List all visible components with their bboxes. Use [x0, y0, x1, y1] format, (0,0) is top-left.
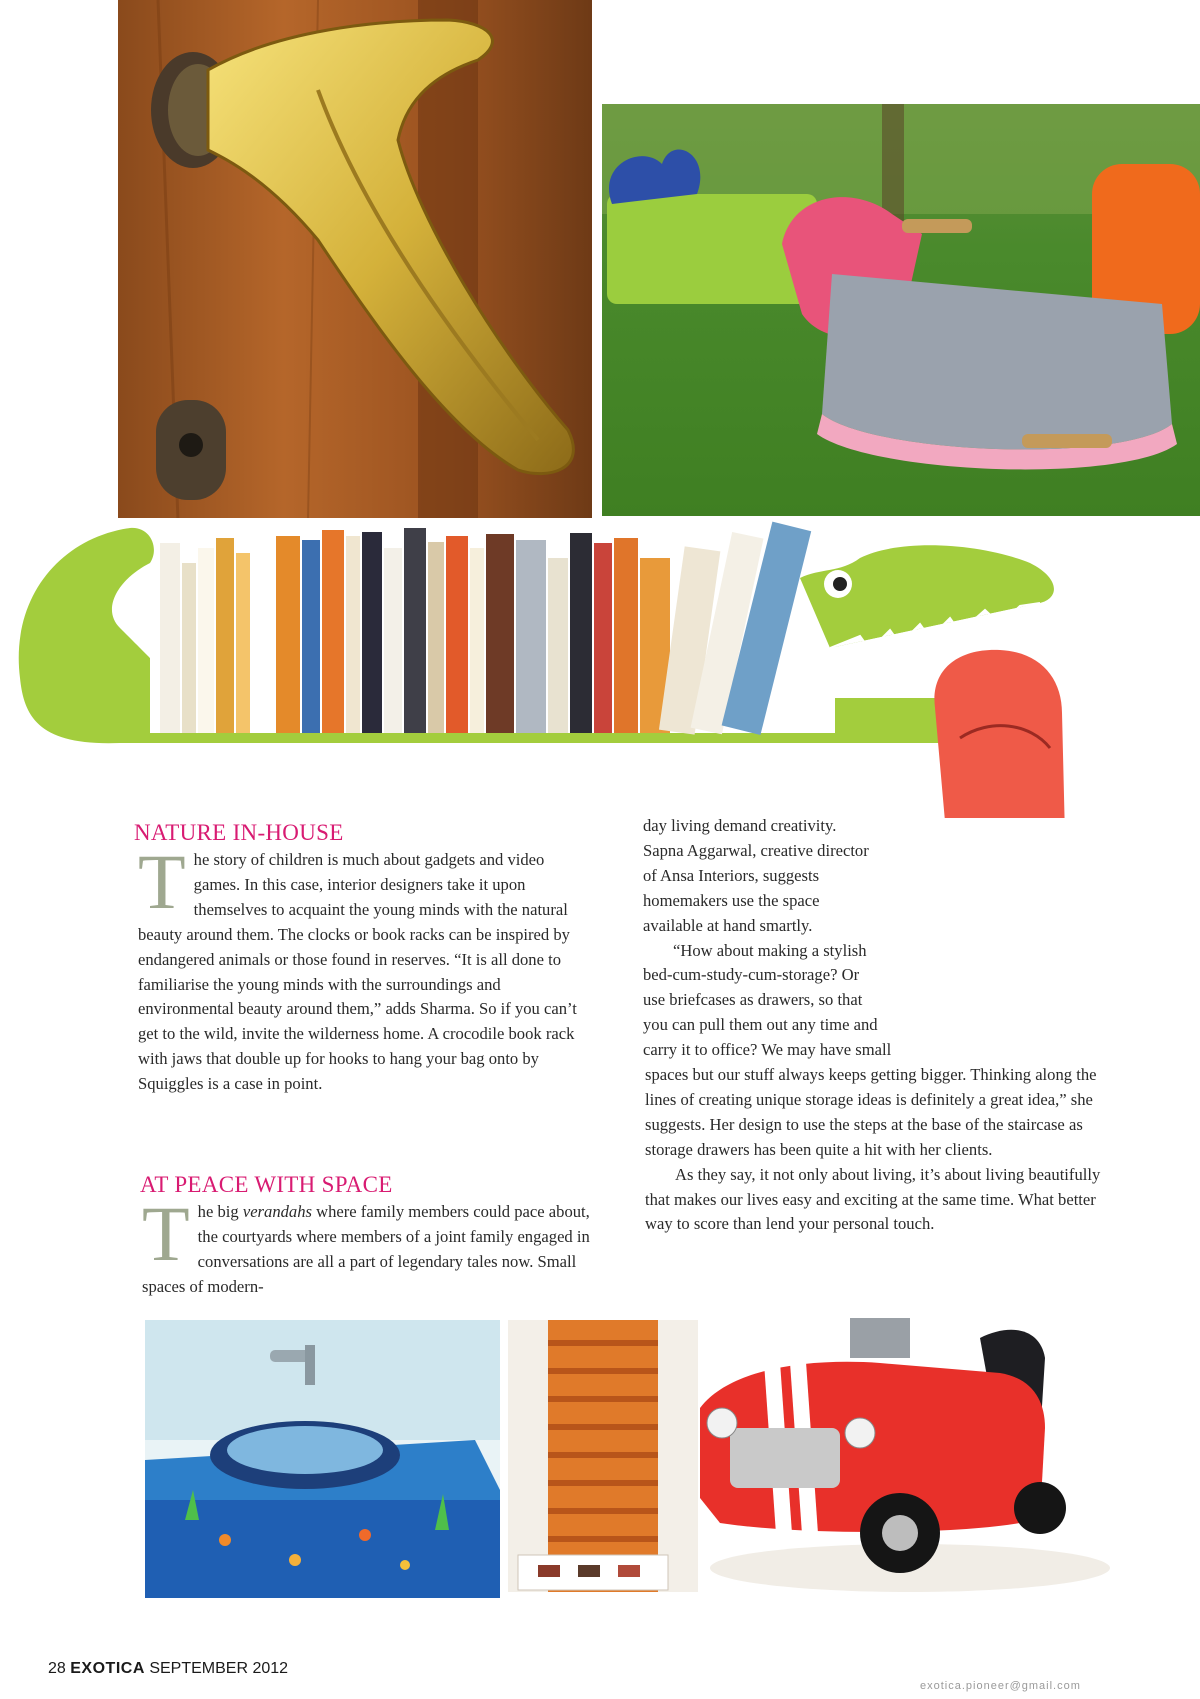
page-footer-left — [48, 1660, 288, 1678]
article-paragraph-2 — [142, 1190, 590, 1300]
text-line: available at hand smartly. — [643, 915, 813, 935]
page-number: 28 — [48, 1660, 66, 1677]
paragraph-text: where family members could pace about, the courtyards where members of a joint family engaged in conversations are all a part of legendary tales now. Small spaces of modern- — [142, 1202, 590, 1296]
text-line: “How about making a stylish — [673, 940, 867, 960]
magazine-brand: EXOTICA — [70, 1660, 145, 1677]
text-line: bed-cum-study-cum-storage? Or — [643, 965, 860, 985]
paragraph-text: he story of children is much about gadgets and video games. In this case, interior designers take it upon themselves to acquaint the young minds with the natural beauty around them. The clocks or book racks can be inspired by endangered animals or those found in reserves. “It is all done to familiarise the young minds with the surroundings and environmental beauty around them,” adds Sharma. So if you can’t get to the wild, invite the wilderness home. A crocodile book rack with jaws that double up for hooks to hang your bag onto by Squiggles is a case in point. — [138, 850, 577, 1094]
issue-date: SEPTEMBER 2012 — [149, 1660, 289, 1677]
text-line: day living demand creativity. — [643, 816, 837, 835]
paragraph-text: he big — [197, 1202, 243, 1221]
contact-email: exotica.pioneer@gmail.com — [920, 1680, 1081, 1692]
aquarium-sink-photo — [145, 1320, 500, 1598]
paragraph-text: spaces but our stuff always keeps getting bigger. Thinking along the lines of creating unique storage ideas is definitely a great idea,” she suggests. Her design to use the steps at the base of the staircase as storage drawers has been quite a hit with her clients. — [645, 1065, 1097, 1159]
article-paragraph-1 — [138, 838, 590, 1097]
column2-lines-top — [643, 814, 943, 1063]
storage-staircase-photo — [508, 1320, 698, 1592]
text-line: carry it to office? We may have small — [643, 1040, 892, 1060]
text-line: you can pull them out any time and — [643, 1015, 878, 1035]
text-line: use briefcases as drawers, so that — [643, 990, 863, 1010]
column2-paragraphs — [645, 1063, 1111, 1237]
mini-car-desk-photo — [700, 1318, 1120, 1598]
section-heading-nature-in-house: NATURE IN-HOUSE — [134, 820, 344, 845]
drop-cap: T — [142, 1190, 190, 1277]
text-line: of Ansa Interiors, suggests — [643, 865, 820, 885]
text-line: homemakers use the space — [643, 890, 820, 910]
door-handle-photo — [118, 0, 592, 520]
drop-cap: T — [138, 838, 186, 925]
section-heading-at-peace-with-space: AT PEACE WITH SPACE — [140, 1172, 393, 1197]
paragraph-text: As they say, it not only about living, it’s about living beautifully that makes our lives easy and exciting at the same time. What better way to score than lend your personal touch. — [645, 1164, 1101, 1234]
text-line: Sapna Aggarwal, creative director — [643, 840, 869, 860]
crocodile-bookshelf-photo — [0, 518, 1200, 818]
italic-term: verandahs — [242, 1202, 312, 1221]
rocking-toys-photo — [602, 104, 1200, 516]
